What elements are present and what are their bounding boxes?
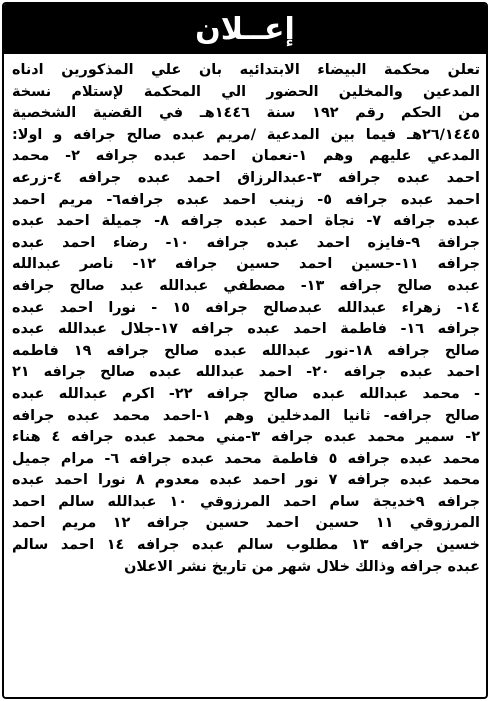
notice-line: ٢٦/١٤٤٥هـ فيما بين المدعية /مريم عبده صالح جرافه و اولا: <box>12 126 480 143</box>
notice-line: محمد عبده جرافه ٥ فاطمة محمد عبده جرافه ٦- مرام جميل <box>12 450 480 467</box>
notice-line: جرافه ١٦- فاطمة احمد عبده جرافه ١٧-جلال عبدالله عبده <box>12 321 480 338</box>
notice-line: ٢- سمير محمد عبده جرافه ٣-مني محمد عبده جرافه ٤ هناء <box>12 429 480 446</box>
notice-line: صالح جرافه ١٨-نور عبدالله عبده صالح جرافه ١٩ فاطمه <box>12 342 480 359</box>
notice-header-banner <box>4 4 486 54</box>
notice-title: إعــلان <box>195 11 295 47</box>
notice-line: خسين جرافه ١٣ مطلوب سالم عبده جرافه ١٤ احمد سالم <box>12 537 480 554</box>
notice-line: صالح جرافه- ثانيا المدخلين وهم ١-احمد محمد عبده جرافه <box>12 407 480 424</box>
notice-line: المدعي عليهم وهم ١-نعمان احمد عبده جرافه ٢- محمد <box>12 148 480 165</box>
notice-line: تعلن محكمة البيضاء الابتدائيه بان علي المذكورين ادناه <box>12 62 480 78</box>
notice-line: عبده جرافه وذالك خلال شهر من تاريخ نشر الاعلان <box>124 558 480 575</box>
notice-line: المدعين والمخلين الحضور الي المحكمة لإستلام نسخة <box>12 83 480 100</box>
notice-body <box>12 60 480 578</box>
notice-frame <box>2 2 488 699</box>
notice-line: محمد عبده جرافه ٧ نور احمد عبده معدوم ٨ نورا احمد عبده <box>12 472 480 489</box>
notice-line: احمد عبده جرافه ٣-عبدالرزاق احمد عبده جرافه ٤-زرعه <box>12 169 480 186</box>
notice-line: جرافه ١١-حسين احمد حسين جرافه ١٢- ناصر عبدالله <box>12 256 480 273</box>
notice-line: عبده جرافه ٧- نجاة احمد عبده جرافه ٨- جميلة احمد عبده <box>12 213 480 230</box>
notice-line: جرافه ٩خديجة سام احمد المرزوقي ١٠ عبدالله سالم احمد <box>12 493 480 510</box>
notice-line: احمد عبده جرافه ٥- زينب احمد عبده جرافه٦- مريم احمد <box>12 191 480 208</box>
notice-line: جرافة ٩-فايزه احمد عبده جرافه ١٠- رضاء احمد عبده <box>12 234 480 251</box>
notice-line: من الحكم رقم ١٩٢ سنة ١٤٤٦هـ في القضية الشخصية <box>12 105 480 122</box>
notice-line: عبده صالح جرافه ١٣- مصطفي عبدالله عبد صالح جرافه <box>12 277 480 294</box>
notice-line: المرزوقي ١١ حسين احمد حسين جرافه ١٢ مريم احمد <box>12 515 480 532</box>
notice-line: ١٤- زهراء عبدالله عبدصالح جرافه ١٥ - نورا احمد عبده <box>12 299 480 316</box>
notice-line: - محمد عبدالله عبده صالح جرافه ٢٢- اكرم عبدالله عبده <box>12 385 480 402</box>
notice-line: احمد عبده جرافه ٢٠- احمد عبدالله عبده صالح جرافه ٢١ <box>12 364 480 381</box>
